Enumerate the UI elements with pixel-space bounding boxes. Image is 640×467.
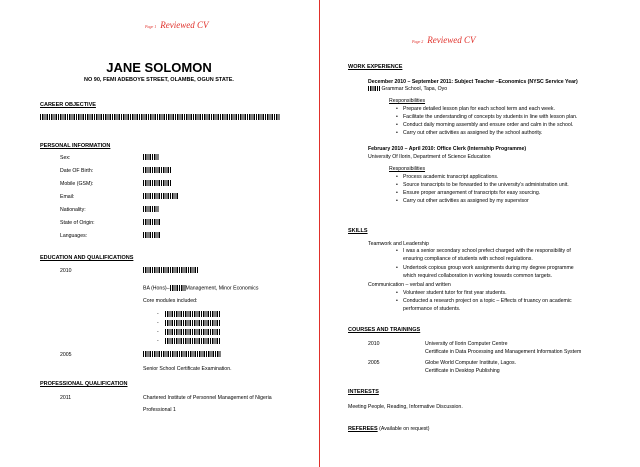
edu-degree xyxy=(143,285,258,291)
edu-core-modules: Core modules included: xyxy=(143,298,198,304)
course1-line-1: University of Ilorin Computer Centre xyxy=(425,341,508,347)
job1-resp-1: • Prepare detailed lesson plan for each school term and each week. xyxy=(403,106,555,112)
field-dob-label: Date OF Birth: xyxy=(60,168,94,174)
job2-resp-1: • Process academic transcript applications. xyxy=(403,174,498,180)
page-1-label xyxy=(145,15,208,33)
courses-heading: COURSES AND TRAININGS xyxy=(348,327,421,333)
prof-line-2: Professional 1 xyxy=(143,407,176,413)
redacted-career-objective xyxy=(40,114,280,120)
page-title: Reviewed CV xyxy=(160,20,209,30)
job2-title: February 2010 – April 2010: Office Clerk (Internship Programme) xyxy=(368,146,527,152)
course1-line-2: Certificate in Data Processing and Management Information System xyxy=(425,349,582,355)
skill1-item-1: • I was a senior secondary school prefect charged with the responsibility of xyxy=(403,248,571,254)
job1-responsibilities-heading: Responsibilities xyxy=(389,98,426,104)
professional-heading: PROFESSIONAL QUALIFICATION xyxy=(40,381,128,387)
redacted-email xyxy=(143,193,179,199)
redacted-major xyxy=(170,285,186,291)
field-state-label: State of Origin: xyxy=(60,220,95,226)
candidate-name: JANE SOLOMON xyxy=(106,60,212,75)
course2-line-1: Globe World Computer Institute, Lagos. xyxy=(425,360,517,366)
referees-line xyxy=(348,426,429,432)
edu-year-2010: 2010 xyxy=(60,268,72,274)
candidate-address: NO 90, FEMI ADEBOYE STREET, OLAMBE, OGUN STATE. xyxy=(84,77,234,83)
skill2-item-1: • Volunteer student tutor for first year students. xyxy=(403,290,507,296)
page-number: Page 2 xyxy=(412,39,424,44)
skill1-item-2: • Undertook copious group work assignments during my degree programme xyxy=(403,265,574,271)
field-sex-label: Sex: xyxy=(60,155,71,161)
job1-resp-4: • Carry out other activities as assigned by the school authority. xyxy=(403,130,542,136)
edu-degree-prefix: BA (Hons)– xyxy=(143,285,170,292)
redacted-school-name xyxy=(368,86,380,91)
redacted-state xyxy=(143,219,161,225)
interests-heading: INTERESTS xyxy=(348,389,379,395)
skill1-item-2-cont: which required collaboration in working towards common targets. xyxy=(403,273,553,279)
page-2-label xyxy=(412,30,475,48)
job1-place-text: Grammar School, Tapa, Oyo xyxy=(381,86,448,92)
edu-degree-suffix: Management, Minor Economics xyxy=(185,285,259,292)
job1-resp-3: • Conduct daily morning assembly and ensure order and calm in the school. xyxy=(403,122,573,128)
skill1-title: Teamwork and Leadership xyxy=(368,241,429,247)
job2-resp-3: • Ensure proper arrangement of transcripts for easy sourcing. xyxy=(403,190,540,196)
field-nationality-label: Nationality: xyxy=(60,207,86,213)
page-number: Page 1 xyxy=(145,24,157,29)
redacted-sex xyxy=(143,154,159,160)
course1-year: 2010 xyxy=(368,341,380,347)
personal-info-heading: PERSONAL INFORMATION xyxy=(40,143,111,149)
redacted-dob xyxy=(143,167,171,173)
education-heading: EDUCATION AND QUALIFICATIONS xyxy=(40,255,134,261)
referees-heading: REFEREES xyxy=(348,426,378,432)
job1-title: December 2010 – September 2011: Subject Teacher –Economics (NYSC Service Year) xyxy=(368,79,578,85)
skill2-item-2: • Conducted a research project on a topic – Effects of truancy on academic xyxy=(403,298,572,304)
skills-heading: SKILLS xyxy=(348,228,368,234)
course2-year: 2005 xyxy=(368,360,380,366)
course2-line-2: Certificate in Desktop Publishing xyxy=(425,368,500,374)
prof-line-1: Chartered Institute of Personnel Management of Nigeria xyxy=(143,395,272,401)
field-mobile-label: Mobile (GSM): xyxy=(60,181,94,187)
redacted-school xyxy=(143,351,221,357)
redacted-mobile xyxy=(143,180,171,186)
redacted-nationality xyxy=(143,206,159,212)
job1-resp-2: • Facilitate the understanding of concepts by students in line with lesson plan. xyxy=(403,114,577,120)
prof-year: 2011 xyxy=(60,395,72,401)
edu-year-2005: 2005 xyxy=(60,352,72,358)
redacted-module-2 xyxy=(165,320,220,326)
redacted-module-3 xyxy=(165,329,220,335)
page-title: Reviewed CV xyxy=(427,35,476,45)
redacted-module-4 xyxy=(165,338,220,344)
referees-note: (Available on request) xyxy=(379,426,430,432)
field-languages-label: Languages: xyxy=(60,233,88,239)
cv-page-1 xyxy=(0,0,318,467)
work-experience-heading: WORK EXPERIENCE xyxy=(348,64,403,70)
skill1-item-1-cont: ensuring compliance of students with school regulations. xyxy=(403,256,533,262)
page-divider xyxy=(319,0,320,467)
job2-resp-4: • Carry out other activities as assigned by my supervisor xyxy=(403,198,529,204)
field-email-label: Email: xyxy=(60,194,75,200)
skill2-item-2-cont: performance of students. xyxy=(403,306,461,312)
interests-text: Meeting People, Reading, Informative Discussion. xyxy=(348,404,463,410)
career-objective-heading: CAREER OBJECTIVE xyxy=(40,102,96,108)
job2-responsibilities-heading: Responsibilities xyxy=(389,166,426,172)
cv-page-2 xyxy=(322,0,640,467)
redacted-languages xyxy=(143,232,161,238)
job1-place xyxy=(368,86,447,92)
redacted-university xyxy=(143,267,198,273)
skill2-title: Communication – verbal and written xyxy=(368,282,451,288)
redacted-module-1 xyxy=(165,311,220,317)
job2-place: University Of Ilorin, Department of Science Education xyxy=(368,154,491,160)
job2-resp-2: • Source transcripts to be forwarded to the university’s administration unit. xyxy=(403,182,569,188)
edu-ssce: Senior School Certificate Examination. xyxy=(143,366,232,372)
